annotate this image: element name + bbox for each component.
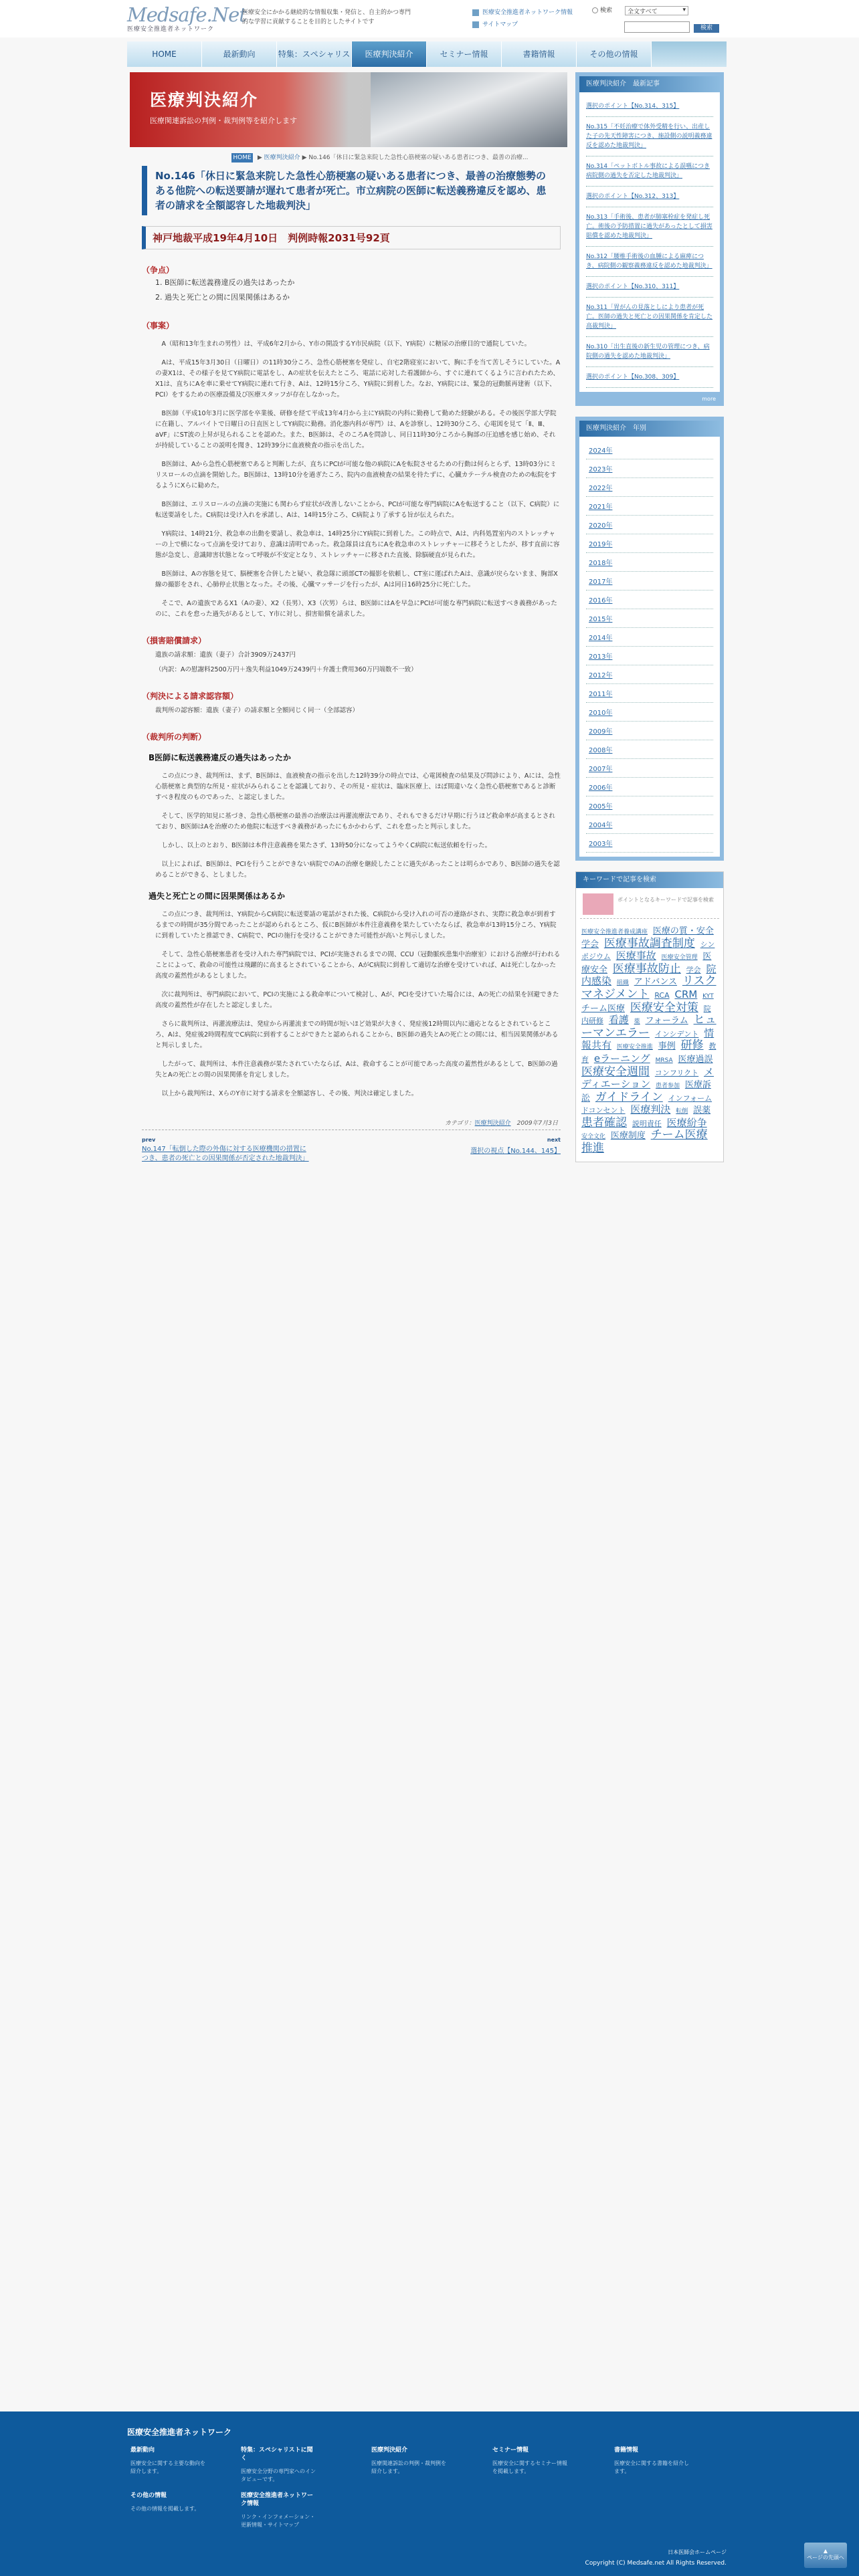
next-label: next: [547, 1137, 561, 1143]
archive-year-link[interactable]: 2004年: [586, 815, 713, 834]
latest-article-link[interactable]: No.313「手術後、患者が肺塞栓症を発症し死亡。術後の予防措置に過失があったとして損害賠償を認めた地裁判決」: [586, 207, 713, 247]
footer-col-heading[interactable]: 医療安全推進者ネットワーク情報: [241, 2492, 314, 2507]
facts-paragraph: そこで、Aの遺族であるX1（Aの妻）、X2（長男）、X3（次男）らは、B医師にはAを早急にPCIが可能な専門病院に転送すべき義務があったのに、これを怠った過失があるとして、Y市に対し、損害賠償を請求した。: [155, 600, 557, 618]
arrow-up-icon: ▲: [823, 2548, 828, 2554]
footer-col-text: その他の情報を掲載します。: [130, 2506, 200, 2512]
reason-paragraph: この点につき、裁判所は、Y病院からC病院に転送要請の電話がされた後、C病院から受け入れの可否の連絡がされ、実際に救急車が到着するまでの時間が35分間であったことが認められるところ、仮にB医師が本件注意義務を果たしていたならば、救急車が13時15分ころ、Y病院に到着していたと推認でき、C病院で、PCIの施行を受けることができた可能性が高いと判示しました。: [155, 911, 557, 940]
category-label: カテゴリ：: [444, 1120, 475, 1127]
latest-article-link[interactable]: No.311「胃がんの見落としにより患者が死亡。医師の過失と死亡との因果関係を肯定した高裁判決」: [586, 298, 713, 337]
keyword-link[interactable]: チーム医療推進: [581, 1128, 708, 1155]
keyword-link[interactable]: アドバンス: [634, 977, 678, 987]
archive-year-link[interactable]: 2018年: [586, 553, 713, 572]
header-link-sitemap-label[interactable]: サイトマップ: [482, 21, 518, 28]
keyword-link[interactable]: 教育: [581, 1042, 717, 1064]
archive-year-link[interactable]: 2019年: [586, 534, 713, 553]
keyword-link[interactable]: CRM: [674, 988, 698, 1000]
footer-col-text: 医療安全に関するセミナー情報を掲載します。: [492, 2460, 567, 2474]
reason-paragraph: しかし、以上のとおり、B医師は本件注意義務を果たさず、13時50分になってようやくC病院に転送依頼を行った。: [161, 842, 492, 849]
archive-year-link[interactable]: 2017年: [586, 572, 713, 591]
footer-col: [130, 2492, 205, 2513]
keyword-link[interactable]: 研修: [680, 1039, 704, 1052]
keyword-link[interactable]: 転倒: [676, 1108, 688, 1115]
archive-year-link[interactable]: 2011年: [586, 684, 713, 703]
keyword-link[interactable]: 情報共有: [581, 1027, 714, 1051]
archive-year-link[interactable]: 2020年: [586, 516, 713, 534]
latest-article-link[interactable]: 選択のポイント【No.308、309】: [586, 367, 713, 388]
keyword-link[interactable]: 患者確認: [581, 1116, 627, 1130]
claim-line: （内訳：Aの慰謝料2500万円＋逸失利益1049万2439円＋弁護士費用360万円端数不一致）: [155, 666, 417, 673]
footer-org-link[interactable]: 日本医師会ホームページ: [668, 2549, 727, 2555]
latest-article-link[interactable]: No.312「腰椎手術後の血腫による麻痺につき、病院側の観察義務違反を認めた地裁判決」: [586, 247, 713, 277]
reason-paragraph: 次に裁判所は、専門病院において、PCIの実施による救命率について検討し、Aが、PCIを受けていた場合には、Aの死亡の結果を回避できた高度の蓋然性が存在したと認定しました。: [155, 991, 559, 1009]
article: [142, 166, 561, 1172]
banner-title: 医療判決紹介: [150, 90, 259, 110]
facts-paragraph: B医師（平成10年3月に医学部を卒業後、研修を経て平成13年4月から主にY病院の内科に勤務して勤めた経験がある。その後医学部大学院に在籍し、アルバイトで日曜日の日直医としてY病院に勤務。消化器内科が専門）は、Aを診察し、12時30分ころ、心電図を見て「Ⅱ、Ⅲ、aVF」にST波の上昇が見られることを認めた。また、B医師は、そのころAを問診し、同日11時30分ころから胸部の圧迫感を感じ始め、それが持続していることの説明を聞き、12時39分に血液検査の指示を出した。: [155, 410, 557, 449]
keyword-note: ポイントとなるキーワードで記事を検索: [617, 897, 714, 903]
keyword-link[interactable]: 医療過誤: [678, 1055, 713, 1065]
search-form: [592, 5, 726, 31]
archive-year-link[interactable]: 2022年: [586, 478, 713, 497]
footer-col-heading[interactable]: 医療判決紹介: [371, 2447, 408, 2454]
keyword-link[interactable]: MRSA: [655, 1057, 673, 1064]
page-top-label: ページの先頭へ: [807, 2555, 844, 2561]
keyword-link[interactable]: 説明責任: [632, 1119, 662, 1128]
site-tagline: 医療安全にかかる継続的な情報収集・発信と、自主的かつ専門的な学習に貢献することを目的としたサイトです: [242, 9, 411, 25]
footer-col-text: 医療安全分野の専門家へのインタビューです。: [241, 2468, 316, 2482]
more-link[interactable]: more: [702, 396, 716, 402]
archive-year-list: [579, 437, 720, 857]
facts-paragraph: B医師は、Aから急性心筋梗塞であると判断したが、直ちにPCIが可能な他の病院にAを転院させるための行動は何らとらず、13時03分にミリスロールの点滴を開始した。B医師は、13時10分を過ぎたころ、院内の血液検査の結果を待たずに、心臓カテーテル検査のための転院をするようにXらに勧めた。: [155, 461, 557, 490]
footer-col: [241, 2446, 316, 2484]
section-banner: [130, 72, 567, 147]
nav-seminars[interactable]: セミナー情報: [427, 41, 502, 67]
search-button[interactable]: 検索: [694, 24, 719, 33]
keyword-link[interactable]: 医療事故防止: [612, 962, 681, 976]
keyword-link[interactable]: 医療制度: [610, 1131, 646, 1141]
claim-heading: （損害賠償請求）: [142, 636, 207, 645]
prev-link[interactable]: No.147「転倒した際の外傷に対する医療機関の措置につき、患者の死亡との因果関係が否定された地裁判決」: [142, 1146, 309, 1162]
latest-articles-box: [575, 72, 724, 406]
breadcrumb-current: No.146「休日に緊急来院した急性心筋梗塞の疑いある患者につき、最善の治療...: [308, 154, 529, 161]
archive-year-link[interactable]: 2016年: [586, 591, 713, 609]
footer-col-heading[interactable]: その他の情報: [130, 2492, 167, 2499]
keyword-link[interactable]: 医療判決: [630, 1103, 671, 1115]
article-pager: [142, 1130, 561, 1172]
keyword-header: [580, 892, 719, 919]
search-input[interactable]: [624, 21, 690, 33]
facts-paragraph: B医師は、エリスロールの点滴の実施にも関わらず症状が改善しないことから、PCIが可能な専門病院にAを転送すること（以下、C病院）に転送要請をした。C病院は受け入れを承諾し、Aは、14時15分ころ、C病院より了承する旨が伝えられた。: [155, 501, 560, 519]
post-date: 2009年7月3日: [516, 1120, 558, 1127]
archive-year-link[interactable]: 2009年: [586, 722, 713, 740]
footer-col: [371, 2446, 446, 2476]
facts-paragraph: A（昭和13年生まれの男性）は、平成6年2月から、Y市の開設するY市民病院（以下、Y病院）に糖尿の治療目的で通院していた。: [161, 340, 531, 348]
keyword-cloud: [576, 923, 723, 1162]
footer-col-text: 医療関連訴訟の判例・裁判例を紹介します。: [371, 2460, 446, 2474]
square-bullet-icon: [472, 21, 479, 28]
reason-paragraph: この点につき、裁判所は、まず、B医師は、血液検査の指示を出した12時39分の時点では、心電図検査の結果及び問診により、Aには、急性心筋梗塞と典型的な所見・症状がみられることを認識しており、その所見・症状は、臨床医療上、ほぼ間違いなく急性心筋梗塞であると診断すべき程度のものであった、と認定しました。: [155, 772, 561, 801]
keyword-link[interactable]: eラーニング: [593, 1053, 650, 1065]
facts-paragraph: Aは、平成15年3月30日（日曜日）の11時30分ころ、急性心筋梗塞を発症し、自宅2階寝室において、胸に手を当て苦しそうにしていた。Aの妻X1は、その様子を見てY病院に電話をし、Aの症状を伝えたところ、電話に応対した看護師から、すぐに連れてくるように言われたため、X1は、直ちにAを車に乗せてY病院に連れて行き、Aは、12時15分ころ、Y病院に到着した。なお、Y病院には、緊急的冠動脈再建術（以下、PCI）をするための医療設備及び医療スタッフが存在しなかった。: [155, 359, 561, 399]
site-header: [0, 0, 859, 37]
keyword-link[interactable]: チーム医療: [581, 1004, 626, 1014]
archive-year-link[interactable]: 2024年: [586, 441, 713, 459]
footer-col-heading[interactable]: 最新動向: [130, 2447, 155, 2454]
keyword-link[interactable]: ガイドライン: [595, 1091, 663, 1104]
next-link[interactable]: 選択の視点【No.144、145】: [470, 1148, 561, 1155]
keyword-box: [575, 871, 724, 1162]
reason-paragraph: さらに裁判所は、再灌流療法は、発症から再灌流までの時間が短いほど効果が大きく、発症後12時間以内に適応となるとされているところ、Aは、発症後2時間程度でC病院に到着することができたと認められることから、B医師の過失とAの死亡との間には、相当因果関係があると判示しました。: [155, 1021, 559, 1049]
latest-articles-list: [579, 92, 720, 392]
nav-home[interactable]: HOME: [127, 41, 202, 67]
archive-year-link[interactable]: 2007年: [586, 759, 713, 778]
archive-year-link[interactable]: 2014年: [586, 628, 713, 647]
keyword-link[interactable]: メディエーション: [581, 1066, 714, 1090]
archive-year-link[interactable]: 2023年: [586, 459, 713, 478]
header-link-info-label[interactable]: 医療安全推進者ネットワーク情報: [482, 9, 573, 16]
page-top-button[interactable]: [804, 2543, 847, 2568]
keyword-link[interactable]: 組織: [616, 980, 629, 986]
keyword-link[interactable]: 医療訴訟: [581, 1080, 711, 1103]
logo-text: Medsafe.Net: [127, 3, 246, 26]
archive-year-link[interactable]: 2005年: [586, 796, 713, 815]
archive-year-link[interactable]: 2008年: [586, 740, 713, 759]
breadcrumb-sep-icon: ▶: [302, 154, 309, 161]
footer-col: [130, 2446, 205, 2476]
search-radio-label: 検索: [600, 7, 613, 14]
logo-subtitle: 医療安全推進者ネットワーク: [127, 26, 215, 33]
square-bullet-icon: [472, 9, 479, 16]
footer-col: [492, 2446, 567, 2476]
archive-year-link[interactable]: 2015年: [586, 609, 713, 628]
footer-col-heading[interactable]: 特集：スペシャリストに聞く: [241, 2447, 313, 2462]
keyword-link[interactable]: 院内感染: [581, 963, 717, 987]
header-link-sitemap[interactable]: [472, 19, 573, 31]
latest-articles-title: 医療判決紹介 最新記事: [579, 76, 720, 92]
sidebar: [575, 72, 724, 1162]
article-title: No.146「休日に緊急来院した急性心筋梗塞の疑いある患者につき、最善の治療態勢のある他院への転送要請が遅れて患者が死亡。市立病院の医師に転送義務違反を認め、患者の請求を全額認容した地裁判決」: [142, 166, 561, 215]
keyword-link[interactable]: フォーラム: [645, 1016, 688, 1026]
site-logo[interactable]: [127, 3, 246, 33]
keyword-link[interactable]: 医療事故: [615, 950, 656, 962]
issue-item: 2. 過失と死亡との間に因果関係はあるか: [155, 293, 290, 302]
site-footer: [0, 2411, 859, 2576]
reason-paragraph: そして、急性心筋梗塞患者を受け入れた専門病院では、PCIが実施されるまでの間、CCU（冠動脈疾患集中治療室）における治療が行われることによって、救命の可能性は飛躍的に高まるとされていることから、AがC病院に到着して適切な治療を受けていれば、Aは死亡しなかった高度の蓋然性があるとしました。: [155, 951, 561, 980]
keyword-link[interactable]: インフォームドコンセント: [581, 1094, 712, 1115]
facts-heading: （事案）: [142, 321, 175, 330]
keyword-link[interactable]: 事例: [658, 1041, 676, 1051]
nav-latest[interactable]: 最新動向: [202, 41, 277, 67]
latest-article-link[interactable]: 選択のポイント【No.314、315】: [586, 96, 713, 117]
archive-year-link[interactable]: 2003年: [586, 834, 713, 853]
footer-col-heading[interactable]: 書籍情報: [614, 2447, 639, 2454]
facts-paragraph: B医師は、Aの容態を見て、脳梗塞を合併したと疑い、救急隊に頭部CTの撮影を依頼し、CT室に運ばれたAは、意識が戻らないまま、胸部X線の撮影をされ、心肺停止状態となった。その後、心臓マッサージを行ったが、Aは同日16時25分に死亡した。: [155, 570, 558, 588]
claim-line: 遺族の請求額：遺族（妻子）合計3909万2437円: [155, 651, 296, 659]
keyword-link[interactable]: 医療安全: [581, 952, 712, 975]
reason-subheading: B医師に転送義務違反の過失はあったか: [149, 753, 292, 762]
keyword-link[interactable]: 学会: [686, 966, 701, 974]
reason-heading: （裁判所の判断）: [142, 732, 207, 742]
judgment-heading: （判決による請求認容額）: [142, 691, 239, 701]
nav-books[interactable]: 書籍情報: [502, 41, 577, 67]
keyword-link[interactable]: 院内研修: [581, 1004, 711, 1025]
copyright: Copyright (C) Medsafe.net All Rights Reserved.: [585, 2560, 727, 2567]
category-link[interactable]: 医療判決紹介: [474, 1120, 511, 1127]
footer-col-text: リンク・インフォメーション・更新情報・サイトマップ: [241, 2514, 316, 2528]
prev-label: prev: [142, 1137, 156, 1143]
archive-title: 医療判決紹介 年別: [579, 421, 720, 437]
issue-item: 1. B医師に転送義務違反の過失はあったか: [155, 278, 295, 287]
keyword-link[interactable]: コンフリクト: [654, 1069, 699, 1077]
keyword-link[interactable]: 医療の質・安全学会: [581, 926, 714, 950]
judgment-line: 裁判所の認容額：遺族（妻子）の請求額と全額同じく同一（全部認容）: [155, 707, 359, 714]
latest-article-link[interactable]: No.310「出生直後の新生児の管理につき、病院側の過失を認めた地裁判決」: [586, 337, 713, 367]
search-scope-select[interactable]: 全文すべて ▾: [625, 6, 688, 15]
banner-subtitle: 医療関連訴訟の判例・裁判例等を紹介します: [150, 116, 297, 125]
keyword-link[interactable]: 安全文化: [581, 1134, 606, 1140]
keyword-link[interactable]: 薬: [634, 1018, 640, 1025]
keyword-link[interactable]: 誤薬: [693, 1105, 711, 1115]
reason-paragraph: 以上から裁判所は、XらのY市に対する請求を全額認容し、その後、判決は確定しました。: [161, 1090, 418, 1097]
breadcrumb-sep-icon: ▶: [257, 154, 264, 161]
keyword-link[interactable]: 看護: [608, 1014, 629, 1026]
keyword-link[interactable]: 患者参加: [656, 1083, 680, 1089]
breadcrumb: [231, 152, 529, 163]
nav-other[interactable]: その他の情報: [577, 41, 652, 67]
keyword-illustration: [583, 893, 613, 915]
keyword-link[interactable]: シンポジウム: [581, 940, 715, 961]
archive-box: [575, 417, 724, 861]
footer-col: [241, 2492, 316, 2529]
footer-col-text: 医療安全に関する主要な動向を紹介します。: [130, 2460, 205, 2474]
keyword-link[interactable]: 医療安全推進者養成講座: [581, 929, 648, 936]
latest-article-link[interactable]: 選択のポイント【No.310、311】: [586, 277, 713, 298]
keyword-link[interactable]: RCA: [654, 991, 670, 1000]
header-link-info[interactable]: [472, 7, 573, 19]
latest-article-link[interactable]: No.314「ペットボトル事故による誤嚥につき病院側の過失を否定した地裁判決」: [586, 156, 713, 187]
footer-col: [614, 2446, 689, 2476]
nav-judgments[interactable]: 医療判決紹介: [352, 41, 427, 67]
archive-year-link[interactable]: 2006年: [586, 778, 713, 796]
issues-heading: （争点）: [142, 265, 175, 275]
global-nav: [127, 41, 727, 67]
archive-year-link[interactable]: 2010年: [586, 703, 713, 722]
reason-paragraph: 以上によれば、B医師は、PCIを行うことができない病院でのAの治療を継続したことに過失があったことは明らかであり、B医師の過失を認めることができる、としました。: [155, 861, 560, 879]
keyword-link[interactable]: 医療紛争: [666, 1117, 707, 1129]
court-citation: 神戸地裁平成19年4月10日 判例時報2031号92頁: [142, 226, 561, 249]
breadcrumb-section[interactable]: 医療判決紹介: [264, 154, 300, 161]
header-links: [472, 7, 573, 31]
article-meta: [142, 1118, 561, 1127]
breadcrumb-home[interactable]: HOME: [231, 153, 253, 163]
banner-image: [371, 72, 567, 147]
reason-paragraph: したがって、裁判所は、本件注意義務が果たされていたならば、Aは、救命することが可能であった高度の蓋然性があるとして、B医師の過失とAの死亡との間の因果関係を肯定しました。: [155, 1061, 558, 1079]
keyword-link[interactable]: ヒューマンエラー: [581, 1013, 717, 1040]
keyword-link[interactable]: インシデント: [654, 1030, 699, 1039]
reason-subheading: 過失と死亡との間に因果関係はあるか: [149, 891, 286, 901]
keyword-link[interactable]: リスクマネジメント: [581, 974, 717, 1001]
keyword-link[interactable]: 医療安全推進: [616, 1044, 653, 1051]
archive-year-link[interactable]: 2012年: [586, 665, 713, 684]
keyword-link[interactable]: 医療事故調査制度: [603, 937, 695, 950]
nav-special[interactable]: 特集：スペシャリス: [277, 41, 352, 67]
keyword-link[interactable]: 医療安全週間: [581, 1065, 650, 1079]
reason-paragraph: そして、医学的知見に基づき、急性心筋梗塞の最善の治療法は再灌流療法であり、それもできるだけ早期に行うほど救命率が高まるとされており、B医師はAを治療のため他院に転送すべき義務があったにもかかわらず、これを怠ったと判示しました。: [155, 813, 555, 831]
footer-title: 医療安全推進者ネットワーク: [127, 2428, 232, 2437]
keyword-link[interactable]: KYT: [702, 993, 714, 1000]
archive-year-link[interactable]: 2021年: [586, 497, 713, 516]
footer-col-text: 医療安全に関する書籍を紹介します。: [614, 2460, 689, 2474]
search-radio[interactable]: [592, 7, 598, 13]
keyword-box-title: キーワードで記事を検索: [576, 872, 723, 888]
facts-paragraph: Y病院は、14時21分、救急車の出動を要請し、救急車は、14時25分にY病院に到着した。この時点で、Aは、内科処置室内のストレッチャーの上で横になって点滴を受けており、意識は清明であった。救急隊員は直ちにAを救急車のストレッチャーに移そうとしたが、移す直前に容態が急変し、意識障害状態となって呼吸が不安定となり、ストレッチャーに移された直後、除脳硬直が見られた。: [155, 530, 560, 559]
latest-article-link[interactable]: No.315「不妊治療で体外受精を行い、出産した子の先天性障害につき、施設側の説明義務違反を認めた地裁判決」: [586, 117, 713, 156]
keyword-link[interactable]: 医療安全対策: [630, 1001, 698, 1014]
latest-article-link[interactable]: 選択のポイント【No.312、313】: [586, 187, 713, 207]
archive-year-link[interactable]: 2013年: [586, 647, 713, 665]
keyword-link[interactable]: 医療安全管理: [661, 954, 698, 961]
footer-col-heading[interactable]: セミナー情報: [492, 2447, 529, 2454]
